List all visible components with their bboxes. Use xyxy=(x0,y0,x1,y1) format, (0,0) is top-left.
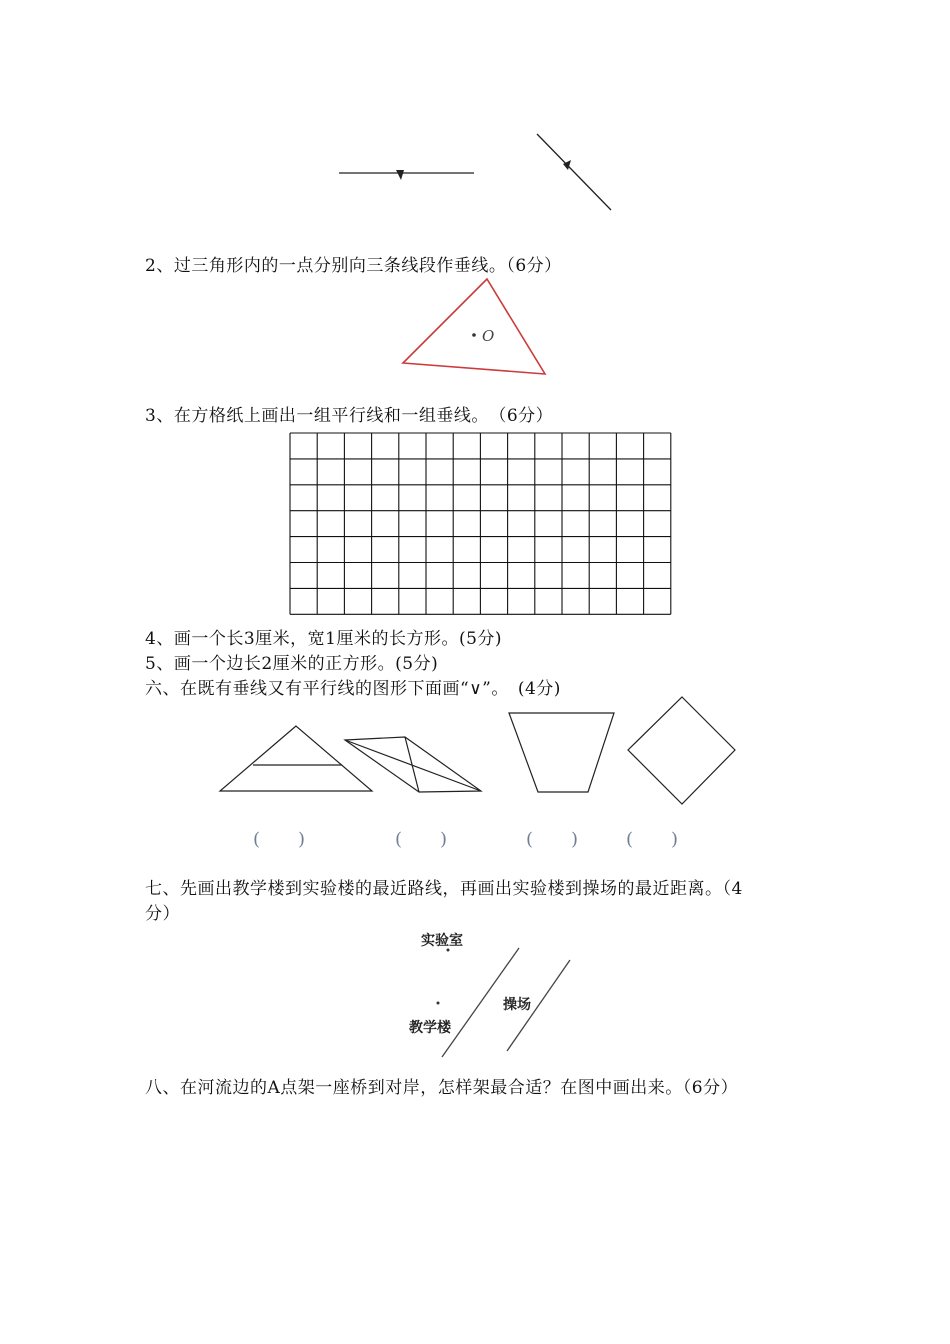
label-school: 教学楼 xyxy=(409,1020,451,1036)
point-o-label: O xyxy=(482,327,495,345)
question-7-text-line2: 分） xyxy=(145,904,180,924)
question-8-text: 八、在河流边的A点架一座桥到对岸，怎样架最合适？在图中画出来。（6分） xyxy=(145,1078,739,1098)
question-7-text-line1: 七、先画出教学楼到实验楼的最近路线，再画出实验楼到操场的最近距离。（4 xyxy=(145,879,743,899)
rotated-square xyxy=(628,697,735,804)
square-grid xyxy=(290,433,671,614)
q1-figures xyxy=(339,134,611,210)
point-marker xyxy=(396,170,404,180)
answer-blank-4[interactable]: ( ) xyxy=(626,829,689,850)
q6-shapes xyxy=(220,697,735,804)
school-point xyxy=(437,1002,440,1005)
label-field: 操场 xyxy=(503,997,531,1013)
q7-map-figure xyxy=(408,932,570,1057)
parallelogram-with-diagonals xyxy=(345,737,481,792)
lab-point xyxy=(447,949,450,952)
point-o xyxy=(472,333,476,337)
diagonal-line xyxy=(537,134,611,210)
triangle xyxy=(403,279,545,374)
question-3-text: 3、在方格纸上画出一组平行线和一组垂线。 （6分） xyxy=(145,406,554,426)
triangle-with-parallel xyxy=(220,726,372,791)
label-lab: 实验室 xyxy=(421,933,463,949)
trapezoid xyxy=(509,713,614,792)
answer-blank-1[interactable]: ( ) xyxy=(253,829,316,850)
question-4-text: 4、画一个长3厘米，宽1厘米的长方形。(5分) xyxy=(145,629,503,649)
answer-blank-2[interactable]: ( ) xyxy=(395,829,458,850)
answer-blank-3[interactable]: ( ) xyxy=(526,829,589,850)
q2-triangle-figure xyxy=(403,279,545,374)
question-5-text: 5、画一个边长2厘米的正方形。(5分) xyxy=(145,654,439,674)
question-2-text: 2、过三角形内的一点分别向三条线段作垂线。（6分） xyxy=(145,256,562,276)
question-6-text: 六、在既有垂线又有平行线的图形下面画“∨”。 (4分) xyxy=(145,679,561,699)
